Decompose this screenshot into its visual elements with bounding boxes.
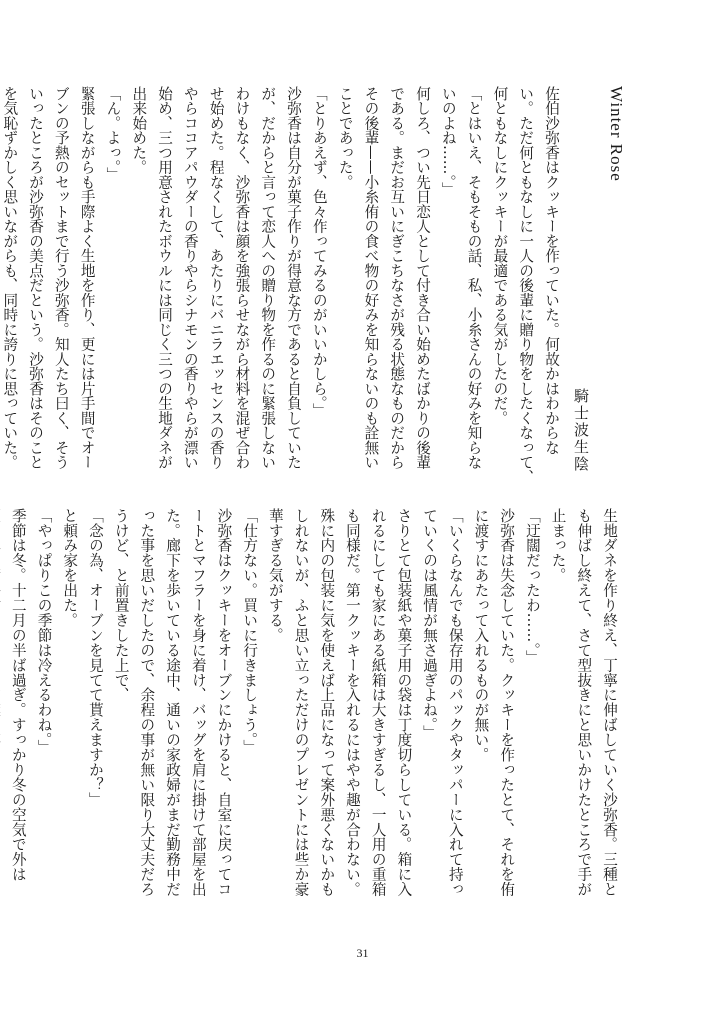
text-line: 沙弥香は自分が菓子作りが得意な方であると自負していた: [285, 86, 303, 470]
text-line: 「ん。よっ。」: [104, 86, 122, 182]
text-line: うけど、と前置きした上で、: [112, 508, 130, 703]
text-line: 出来始めた。: [130, 86, 148, 175]
text-line: せ始めた。程なくして、あたりにバニラエッセンスの香り: [207, 86, 225, 470]
text-line: 何しろ、つい先日恋人として付き合い始めたばかりの後輩: [414, 86, 432, 470]
text-line: った事を思いだしたので、余程の事が無い限り大丈夫だろ: [138, 508, 156, 897]
text-line: [0, 508, 5, 928]
text-line: も同様だ。第一クッキーを入れるにはやや趣が合わない。: [343, 508, 361, 897]
text-line: ていくのは風情が無さ過ぎよね。」: [421, 508, 439, 740]
text-line: 「やっぱりこの季節は冷えるわね。」: [35, 508, 53, 755]
text-block-lower: [9, 508, 622, 928]
text-line: 殊に内の包装に気を使えば上品になって案外悪くないかも: [318, 508, 336, 897]
text-line: さりとて包装紙や菓子用の袋は丁度切らしている。箱に入: [395, 508, 413, 897]
text-line: 生地ダネを作り終え、丁寧に伸ばしていく沙弥香。三種と: [601, 508, 618, 897]
author-name: 騎士波生陰: [572, 388, 590, 473]
page-number: 31: [356, 946, 369, 960]
text-line: た。廊下を歩いている途中、通いの家政婦がまだ勤務中だ: [164, 508, 182, 897]
text-line: に渡すにあたって入れるものが無い。: [472, 508, 490, 763]
text-line: 華すぎる気がする。: [266, 508, 284, 643]
text-line: 緊張しながらも手際よく生地を作り、更には片手間でオー: [78, 86, 96, 470]
text-line: ことであった。: [336, 86, 354, 190]
text-line: 「仕方ない。買いに行きましょう。」: [241, 508, 259, 755]
text-block-upper: [1, 86, 564, 485]
story-title: Winter Rose: [607, 86, 626, 182]
text-line: 「とりあえず、色々作ってみるのがいいかしら。」: [310, 86, 328, 418]
text-line: と頼み家を出た。: [61, 508, 79, 628]
text-line: ートとマフラーを身に着け、バッグを肩に掛けて部屋を出: [189, 508, 207, 897]
text-line: が、だからと言って恋人への贈り物を作るのに緊張しない: [259, 86, 277, 470]
text-line: 「念の為、オーブンを見てて貰えますか？」: [86, 508, 104, 807]
text-line: ブンの予熱のセットまで行う沙弥香。知人たち曰く、そう: [52, 86, 70, 470]
text-line: その後輩——小糸侑の食べ物の好みを知らないのも詮無い: [362, 86, 380, 470]
text-line: いったところが沙弥香の美点だという。沙弥香はそのこと: [27, 86, 45, 470]
text-line: い。ただ何ともなしに一人の後輩に贈り物をしたくなって、: [517, 86, 535, 485]
text-line: 始め、三つ用意されたボウルには同じく三つの生地ダネが: [156, 86, 174, 470]
text-line: 沙弥香はクッキーをオーブンにかけると、自室に戻ってコ: [215, 508, 233, 897]
text-line: 何ともなしにクッキーが最適である気がしたのだ。: [491, 86, 509, 426]
text-line: いのよね……。」: [439, 86, 457, 197]
text-line: わけもなく、沙弥香は顔を強張らせながら材料を混ぜ合わ: [233, 86, 251, 470]
text-line: れるにしても家にある紙箱は大きすぎるし、一人用の重箱: [369, 508, 387, 897]
text-line: も伸ばし終えて、さて型抜きにと思いかけたところで手が: [575, 508, 593, 897]
text-line: 「いくらなんでも保存用のパックやタッパーに入れて持っ: [446, 508, 464, 897]
text-line: を気恥ずかしく思いながらも、同時に誇りに思っていた。: [1, 86, 19, 470]
text-line: 沙弥香は失念していた。クッキーを作ったとて、それを侑: [498, 508, 516, 897]
text-line: 季節は冬。十二月の半ば過ぎ。すっかり冬の空気で外は: [9, 508, 27, 882]
text-line: やらココアパウダーの香りやらシナモンの香りやらが漂い: [181, 86, 199, 470]
text-line: である。まだお互いにぎこちなさが残る状態なものだから: [388, 86, 406, 470]
text-line: 佐伯沙弥香はクッキーを作っていた。何故かはわからな: [543, 86, 560, 455]
text-line: 止まった。: [549, 508, 567, 583]
text-line: しれないが、ふと思い立っただけのプレゼントには些か豪: [292, 508, 310, 897]
text-line: 「とはいえ、そもそもの話、私、小糸さんの好みを知らな: [465, 86, 483, 470]
text-line: 「迂闊だったわ……。」: [523, 508, 541, 666]
